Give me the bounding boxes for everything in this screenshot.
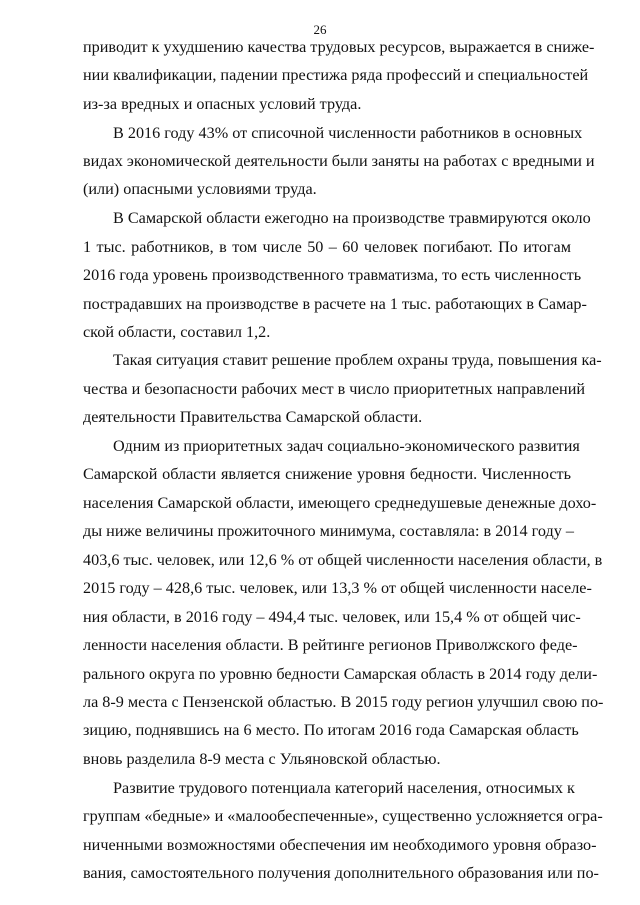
text-line: рального округа по уровню бедности Самарская область в 2014 году дели-	[83, 665, 598, 683]
text-line: ниченными возможностями обеспечения им необходимого уровня образо-	[83, 836, 597, 854]
text-line: ла 8-9 места с Пензенской областью. В 2015 году регион улучшил свою по-	[83, 693, 604, 711]
text-line: населения Самарской области, имеющего среднедушевые денежные дохо-	[83, 494, 597, 512]
text-line: 2015 году – 428,6 тыс. человек, или 13,3 % от общей численности населе-	[83, 579, 592, 597]
text-line: зицию, поднявшись на 6 место. По итогам 2016 года Самарская область	[83, 721, 579, 739]
text-line: В 2016 году 43% от списочной численности работников в основных	[113, 124, 583, 142]
text-line: ния области, в 2016 году – 494,4 тыс. человек, или 15,4 % от общей чис-	[83, 608, 581, 626]
text-line: из-за вредных и опасных условий труда.	[83, 95, 362, 113]
text-line: ды ниже величины прожиточного минимума, составляла: в 2014 году –	[83, 522, 574, 540]
text-line: группам «бедные» и «малообеспеченные», существенно усложняется огра-	[83, 807, 603, 825]
text-line: 2016 года уровень производственного травматизма, то есть численность	[83, 266, 582, 284]
text-line: пострадавших на производстве в расчете на 1 тыс. работающих в Самар-	[83, 295, 587, 313]
text-line: Развитие трудового потенциала категорий населения, относимых к	[113, 779, 575, 797]
text-line: видах экономической деятельности были заняты на работах с вредными и	[83, 152, 595, 170]
text-line: 1 тыс. работников, в том числе 50 – 60 человек погибают. По итогам	[83, 238, 571, 256]
text-line: Такая ситуация ставит решение проблем охраны труда, повышения ка-	[113, 351, 602, 369]
text-line: ленности населения области. В рейтинге регионов Приволжского феде-	[83, 636, 578, 654]
text-line: Самарской области является снижение уровня бедности. Численность	[83, 465, 571, 483]
text-line: (или) опасными условиями труда.	[83, 180, 317, 198]
text-line: ской области, составил 1,2.	[83, 323, 271, 341]
text-line: нии квалификации, падении престижа ряда профессий и специальностей	[83, 66, 589, 84]
text-line: Одним из приоритетных задач социально-экономического развития	[113, 437, 580, 455]
text-line: вания, самостоятельного получения дополнительного образования или по-	[83, 864, 599, 882]
text-line: чества и безопасности рабочих мест в число приоритетных направлений	[83, 380, 586, 398]
text-line: вновь разделила 8-9 места с Ульяновской областью.	[83, 750, 441, 768]
text-line: В Самарской области ежегодно на производстве травмируются около	[113, 209, 591, 227]
page-number: 26	[313, 22, 327, 37]
text-line: деятельности Правительства Самарской области.	[83, 408, 423, 426]
text-line: приводит к ухудшению качества трудовых ресурсов, выражается в сниже-	[83, 38, 595, 56]
text-line: 403,6 тыс. человек, или 12,6 % от общей численности населения области, в	[83, 551, 603, 569]
